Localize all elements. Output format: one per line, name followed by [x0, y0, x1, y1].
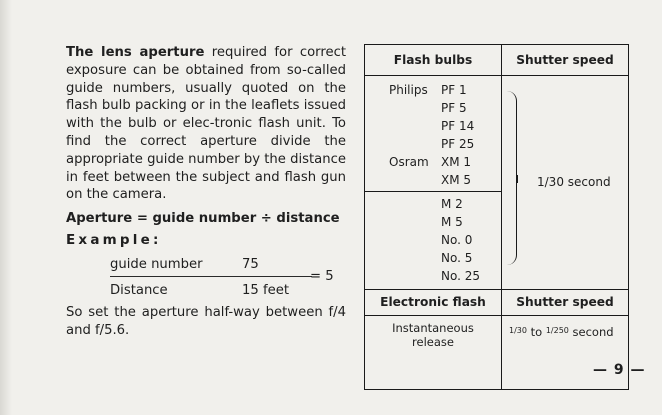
header-rule	[365, 75, 628, 76]
aperture-formula: Aperture = guide number ÷ distance	[66, 211, 340, 227]
bulb-model: PF 25	[441, 137, 475, 151]
example-fraction	[66, 252, 346, 304]
header-shutter-speed-2: Shutter speed	[516, 295, 614, 309]
brace-lower	[507, 179, 517, 265]
bulb-model: No. 0	[441, 233, 473, 247]
intro-paragraph	[66, 44, 346, 204]
header2-rule	[365, 315, 628, 316]
header-flash-bulbs: Flash bulbs	[393, 53, 473, 67]
header-shutter-speed: Shutter speed	[516, 53, 614, 67]
bulb-model: PF 1	[441, 83, 467, 97]
header-electronic-flash: Electronic flash	[380, 295, 486, 309]
bulb-model: PF 14	[441, 119, 475, 133]
aperture-note: So set the aperture half-way between f/4 and f/5.6.	[66, 304, 346, 338]
fraction-line	[110, 276, 312, 277]
denominator-value: 15 feet	[242, 282, 290, 298]
bulb-shutter-speed: 1/30 second	[537, 175, 611, 189]
text-column	[66, 44, 346, 339]
bulb-model: XM 1	[441, 155, 472, 169]
fraction-result: = 5	[310, 268, 334, 284]
intro-lead: The lens aperture	[66, 45, 205, 60]
brace-upper	[507, 91, 517, 179]
bulb-model: M 2	[441, 197, 463, 211]
electronic-release-line1: Instantaneous	[392, 321, 474, 335]
speed-fraction-1-250: 1/250	[545, 326, 569, 335]
section-rule	[365, 289, 628, 290]
bulb-model: No. 5	[441, 251, 473, 265]
brace-tip	[517, 175, 524, 183]
denominator-label: Distance	[110, 282, 168, 298]
numerator-value: 75	[242, 256, 259, 272]
speed-fraction-1-30: 1/30	[509, 326, 527, 335]
column-divider	[501, 45, 502, 389]
brand-philips: Philips	[389, 83, 428, 97]
electronic-release-line2: release	[412, 335, 454, 349]
intro-text: required for correct exposure can be obtained from so-called guide numbers, usually quoted on the flash bulb packing or in the leaflets issued with the bulb or elec-tronic flash unit. To find the correct aperture divide the appropriate guide number by the distance in feet between the subject and flash gun on the camera.	[66, 45, 346, 203]
bulb-model: M 5	[441, 215, 463, 229]
bulb-model: XM 5	[441, 173, 472, 187]
example-title: Example:	[66, 231, 162, 248]
electronic-release-label	[365, 321, 501, 349]
bulb-model: No. 25	[441, 269, 481, 283]
page-gutter	[0, 0, 12, 415]
numerator-label: guide number	[110, 256, 203, 272]
bulb-model: PF 5	[441, 101, 467, 115]
brand-osram: Osram	[389, 155, 429, 169]
flash-speed-table	[364, 44, 629, 390]
speed-to: to	[530, 325, 543, 339]
speed-second: second	[572, 325, 614, 339]
group-rule	[365, 191, 501, 192]
electronic-shutter-speed	[509, 325, 614, 339]
page-number: — 9 —	[593, 362, 646, 378]
